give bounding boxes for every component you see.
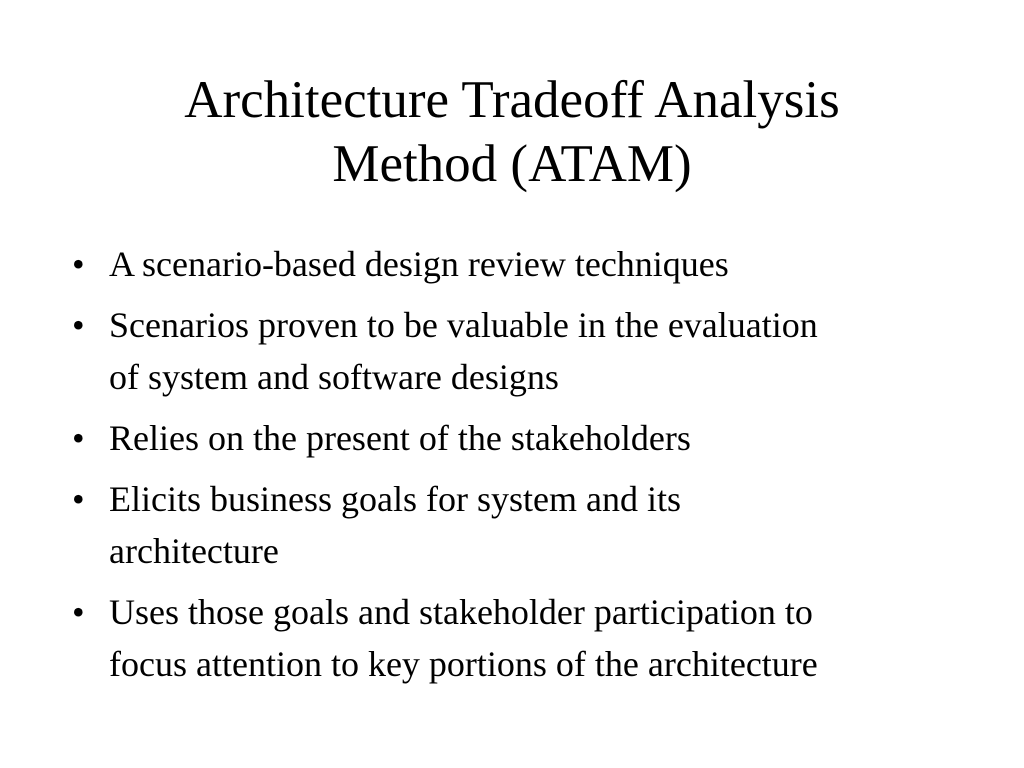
bullet-text-line: A scenario-based design review techniques <box>109 244 729 284</box>
bullet-icon: • <box>72 305 85 345</box>
bullet-item <box>72 299 972 403</box>
bullet-icon: • <box>72 244 85 284</box>
bullet-item <box>72 238 972 290</box>
bullet-text-line: Scenarios proven to be valuable in the evaluation <box>109 305 818 345</box>
title-line-1: Architecture Tradeoff Analysis <box>184 71 840 129</box>
bullet-item <box>72 412 972 464</box>
bullet-text-line: Elicits business goals for system and its <box>109 479 681 519</box>
bullet-item <box>72 586 972 690</box>
bullet-list <box>72 238 972 699</box>
title-line-2: Method (ATAM) <box>332 135 692 193</box>
bullet-item <box>72 473 972 577</box>
bullet-text-line: Uses those goals and stakeholder participation to <box>109 592 813 632</box>
bullet-text-line: architecture <box>109 531 279 571</box>
slide-title <box>0 68 1024 196</box>
bullet-text-line: of system and software designs <box>109 357 559 397</box>
bullet-text-line: Relies on the present of the stakeholders <box>109 418 691 458</box>
bullet-icon: • <box>72 479 85 519</box>
bullet-icon: • <box>72 418 85 458</box>
bullet-icon: • <box>72 592 85 632</box>
bullet-text-line: focus attention to key portions of the architecture <box>109 644 818 684</box>
